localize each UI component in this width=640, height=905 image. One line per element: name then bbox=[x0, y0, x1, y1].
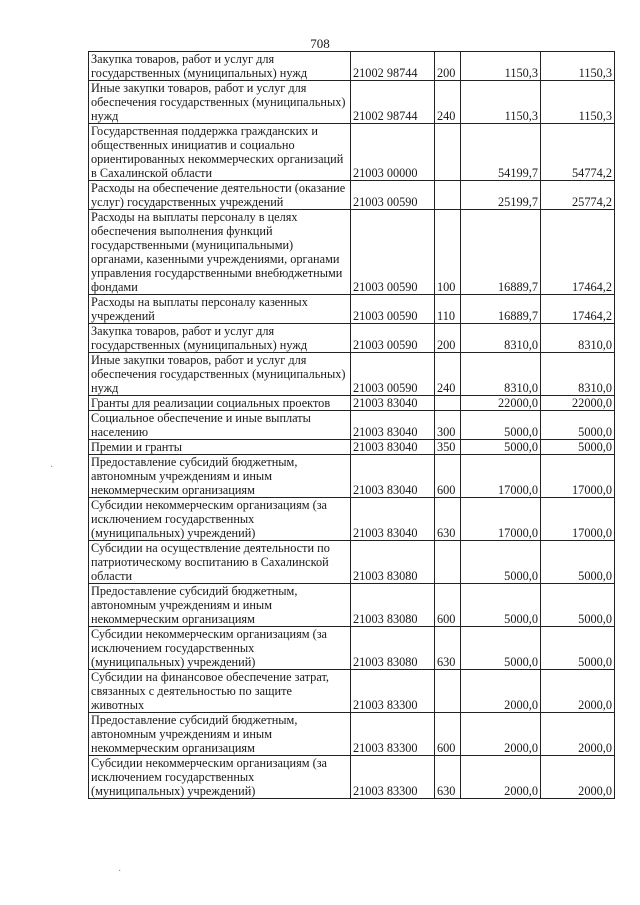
target-article-code-cell: 21003 00590 bbox=[351, 181, 435, 210]
expense-type-code-cell: 600 bbox=[435, 455, 461, 498]
target-article-code-cell: 21003 00590 bbox=[351, 295, 435, 324]
expense-type-code-cell: 200 bbox=[435, 52, 461, 81]
table-row bbox=[89, 52, 615, 81]
expense-name-cell: Иные закупки товаров, работ и услуг для обеспечения государственных (муниципальных) нужд bbox=[89, 81, 351, 124]
amount-year2-cell: 5000,0 bbox=[541, 627, 615, 670]
target-article-code-cell: 21003 83080 bbox=[351, 541, 435, 584]
target-article-code-cell: 21003 83040 bbox=[351, 411, 435, 440]
expense-name-cell: Субсидии на финансовое обеспечение затрат, связанных с деятельностью по защите животных bbox=[89, 670, 351, 713]
expense-name-cell: Расходы на выплаты персоналу казенных учреждений bbox=[89, 295, 351, 324]
table-row bbox=[89, 498, 615, 541]
expense-type-code-cell: 600 bbox=[435, 713, 461, 756]
expense-name-cell: Расходы на обеспечение деятельности (оказание услуг) государственных учреждений bbox=[89, 181, 351, 210]
expense-name-cell: Субсидии на осуществление деятельности по патриотическому воспитанию в Сахалинской области bbox=[89, 541, 351, 584]
amount-year1-cell: 5000,0 bbox=[461, 541, 541, 584]
target-article-code-cell: 21003 83300 bbox=[351, 756, 435, 799]
table-row bbox=[89, 124, 615, 181]
expense-type-code-cell: 240 bbox=[435, 353, 461, 396]
target-article-code-cell: 21003 83040 bbox=[351, 498, 435, 541]
expense-type-code-cell: 100 bbox=[435, 210, 461, 295]
target-article-code-cell: 21002 98744 bbox=[351, 52, 435, 81]
target-article-code-cell: 21002 98744 bbox=[351, 81, 435, 124]
budget-table bbox=[88, 51, 615, 799]
amount-year2-cell: 17464,2 bbox=[541, 295, 615, 324]
table-row bbox=[89, 541, 615, 584]
amount-year2-cell: 17000,0 bbox=[541, 455, 615, 498]
table-row bbox=[89, 324, 615, 353]
table-row bbox=[89, 756, 615, 799]
expense-type-code-cell: 630 bbox=[435, 627, 461, 670]
expense-type-code-cell: 350 bbox=[435, 440, 461, 455]
expense-name-cell: Социальное обеспечение и иные выплаты населению bbox=[89, 411, 351, 440]
expense-name-cell: Гранты для реализации социальных проектов bbox=[89, 396, 351, 411]
expense-name-cell: Расходы на выплаты персоналу в целях обеспечения выполнения функций государственными (муниципальными) органами, казенными учреждениями, органами управления государственными внебюджетными фондами bbox=[89, 210, 351, 295]
expense-type-code-cell bbox=[435, 181, 461, 210]
target-article-code-cell: 21003 83080 bbox=[351, 584, 435, 627]
target-article-code-cell: 21003 00590 bbox=[351, 353, 435, 396]
target-article-code-cell: 21003 83300 bbox=[351, 670, 435, 713]
amount-year1-cell: 5000,0 bbox=[461, 584, 541, 627]
amount-year1-cell: 5000,0 bbox=[461, 440, 541, 455]
amount-year2-cell: 25774,2 bbox=[541, 181, 615, 210]
amount-year1-cell: 5000,0 bbox=[461, 627, 541, 670]
amount-year2-cell: 5000,0 bbox=[541, 411, 615, 440]
amount-year2-cell: 54774,2 bbox=[541, 124, 615, 181]
expense-name-cell: Государственная поддержка гражданских и общественных инициатив и социально ориентированных некоммерческих организаций в Сахалинской области bbox=[89, 124, 351, 181]
amount-year2-cell: 2000,0 bbox=[541, 713, 615, 756]
amount-year2-cell: 8310,0 bbox=[541, 353, 615, 396]
target-article-code-cell: 21003 83040 bbox=[351, 440, 435, 455]
expense-name-cell: Предоставление субсидий бюджетным, автономным учреждениям и иным некоммерческим организациям bbox=[89, 713, 351, 756]
amount-year2-cell: 1150,3 bbox=[541, 52, 615, 81]
table-row bbox=[89, 713, 615, 756]
expense-type-code-cell: 630 bbox=[435, 498, 461, 541]
table-row bbox=[89, 81, 615, 124]
table-row bbox=[89, 210, 615, 295]
amount-year2-cell: 22000,0 bbox=[541, 396, 615, 411]
table-row bbox=[89, 181, 615, 210]
table-row bbox=[89, 353, 615, 396]
table-row bbox=[89, 396, 615, 411]
scan-speck: · bbox=[50, 462, 54, 473]
scan-speck: · bbox=[118, 866, 122, 877]
expense-name-cell: Премии и гранты bbox=[89, 440, 351, 455]
amount-year2-cell: 17000,0 bbox=[541, 498, 615, 541]
budget-table-body bbox=[89, 52, 615, 799]
target-article-code-cell: 21003 83300 bbox=[351, 713, 435, 756]
amount-year2-cell: 8310,0 bbox=[541, 324, 615, 353]
expense-type-code-cell bbox=[435, 124, 461, 181]
expense-type-code-cell: 240 bbox=[435, 81, 461, 124]
table-row bbox=[89, 670, 615, 713]
amount-year1-cell: 25199,7 bbox=[461, 181, 541, 210]
expense-name-cell: Предоставление субсидий бюджетным, автономным учреждениям и иным некоммерческим организациям bbox=[89, 584, 351, 627]
expense-type-code-cell bbox=[435, 396, 461, 411]
table-row bbox=[89, 584, 615, 627]
amount-year1-cell: 8310,0 bbox=[461, 324, 541, 353]
amount-year2-cell: 17464,2 bbox=[541, 210, 615, 295]
expense-type-code-cell bbox=[435, 670, 461, 713]
table-row bbox=[89, 627, 615, 670]
amount-year1-cell: 54199,7 bbox=[461, 124, 541, 181]
expense-type-code-cell bbox=[435, 541, 461, 584]
amount-year1-cell: 8310,0 bbox=[461, 353, 541, 396]
expense-name-cell: Субсидии некоммерческим организациям (за исключением государственных (муниципальных) учреждений) bbox=[89, 756, 351, 799]
target-article-code-cell: 21003 83040 bbox=[351, 455, 435, 498]
target-article-code-cell: 21003 83040 bbox=[351, 396, 435, 411]
amount-year2-cell: 2000,0 bbox=[541, 756, 615, 799]
amount-year2-cell: 1150,3 bbox=[541, 81, 615, 124]
table-row bbox=[89, 295, 615, 324]
table-row bbox=[89, 440, 615, 455]
table-row bbox=[89, 411, 615, 440]
target-article-code-cell: 21003 00000 bbox=[351, 124, 435, 181]
expense-name-cell: Субсидии некоммерческим организациям (за исключением государственных (муниципальных) учреждений) bbox=[89, 627, 351, 670]
amount-year1-cell: 17000,0 bbox=[461, 498, 541, 541]
amount-year1-cell: 16889,7 bbox=[461, 210, 541, 295]
expense-name-cell: Закупка товаров, работ и услуг для государственных (муниципальных) нужд bbox=[89, 324, 351, 353]
expense-type-code-cell: 200 bbox=[435, 324, 461, 353]
amount-year1-cell: 2000,0 bbox=[461, 756, 541, 799]
amount-year1-cell: 22000,0 bbox=[461, 396, 541, 411]
amount-year1-cell: 17000,0 bbox=[461, 455, 541, 498]
expense-name-cell: Иные закупки товаров, работ и услуг для обеспечения государственных (муниципальных) нужд bbox=[89, 353, 351, 396]
expense-type-code-cell: 630 bbox=[435, 756, 461, 799]
amount-year2-cell: 5000,0 bbox=[541, 440, 615, 455]
amount-year1-cell: 1150,3 bbox=[461, 52, 541, 81]
target-article-code-cell: 21003 00590 bbox=[351, 210, 435, 295]
amount-year1-cell: 1150,3 bbox=[461, 81, 541, 124]
amount-year2-cell: 5000,0 bbox=[541, 541, 615, 584]
target-article-code-cell: 21003 00590 bbox=[351, 324, 435, 353]
expense-type-code-cell: 110 bbox=[435, 295, 461, 324]
expense-name-cell: Субсидии некоммерческим организациям (за исключением государственных (муниципальных) учреждений) bbox=[89, 498, 351, 541]
table-row bbox=[89, 455, 615, 498]
amount-year2-cell: 2000,0 bbox=[541, 670, 615, 713]
page-number: 708 bbox=[310, 36, 330, 51]
amount-year1-cell: 2000,0 bbox=[461, 713, 541, 756]
amount-year1-cell: 16889,7 bbox=[461, 295, 541, 324]
amount-year2-cell: 5000,0 bbox=[541, 584, 615, 627]
amount-year1-cell: 5000,0 bbox=[461, 411, 541, 440]
expense-type-code-cell: 600 bbox=[435, 584, 461, 627]
target-article-code-cell: 21003 83080 bbox=[351, 627, 435, 670]
expense-type-code-cell: 300 bbox=[435, 411, 461, 440]
expense-name-cell: Закупка товаров, работ и услуг для государственных (муниципальных) нужд bbox=[89, 52, 351, 81]
amount-year1-cell: 2000,0 bbox=[461, 670, 541, 713]
expense-name-cell: Предоставление субсидий бюджетным, автономным учреждениям и иным некоммерческим организациям bbox=[89, 455, 351, 498]
